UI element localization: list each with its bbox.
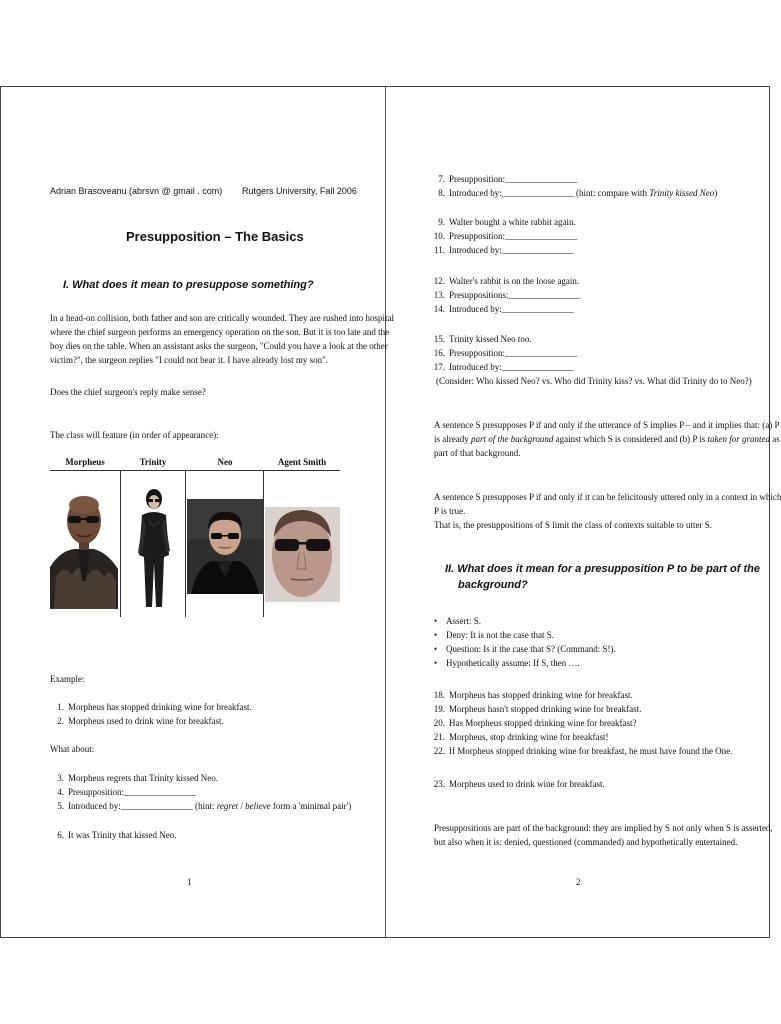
intro-line: victim?", the surgeon replies "I could not bear it. I have already lost my son". xyxy=(50,355,329,365)
item-text: Presupposition:________________ xyxy=(68,787,197,797)
character-name: Trinity xyxy=(139,457,167,467)
bullet-item xyxy=(434,614,616,628)
item-number: 10. xyxy=(433,231,445,241)
item-text: Presupposition:________________ xyxy=(449,348,578,358)
item-number: 8. xyxy=(438,188,445,198)
list-item xyxy=(431,288,581,302)
example-label: Example: xyxy=(50,674,85,684)
list-item xyxy=(431,302,581,316)
what-about-label: What about: xyxy=(50,744,95,754)
item-text: Morpheus used to drink wine for breakfast. xyxy=(449,779,605,789)
conclusion-line: Presuppositions are part of the background: they are implied by S not only when S is asserted, xyxy=(434,823,773,833)
list-item xyxy=(431,702,732,716)
item-number: 22. xyxy=(433,746,445,756)
item-number: 16. xyxy=(433,348,445,358)
item-text: Introduced by:________________ (hint: xyxy=(68,801,217,811)
item-text: Presupposition:________________ xyxy=(449,174,578,184)
def-text-italic: taken for granted xyxy=(707,434,771,444)
list-item xyxy=(50,700,252,714)
list-item xyxy=(431,777,605,791)
item-number: 5. xyxy=(57,801,64,811)
agent-smith-photo xyxy=(265,507,340,602)
list-rabbit xyxy=(431,274,581,316)
list-item xyxy=(431,360,577,374)
character-name: Neo xyxy=(217,457,233,467)
list-item xyxy=(50,771,351,785)
item-number: 7. xyxy=(438,174,445,184)
conclusion-paragraph xyxy=(434,821,773,849)
definition-1 xyxy=(434,418,780,460)
item-text: Walter bought a white rabbit again. xyxy=(449,217,576,227)
list-item xyxy=(431,744,732,758)
item-text-italic: regret xyxy=(216,801,239,811)
intro-line: boy dies on the table. When an assistant asks the surgeon, "Could you have a look at the other xyxy=(50,341,388,351)
bullet-list xyxy=(434,614,616,670)
item-number: 18. xyxy=(433,690,445,700)
morpheus-photo xyxy=(50,485,118,609)
item-number: 12. xyxy=(433,276,445,286)
example-list-c xyxy=(50,828,177,842)
item-number: 15. xyxy=(433,334,445,344)
item-text: Introduced by:________________ xyxy=(449,245,574,255)
item-text-italic: Trinity kissed Neo xyxy=(649,188,715,198)
list-item xyxy=(50,799,351,813)
intro-line: In a head-on collision, both father and son are critically wounded. They are rushed into hospital xyxy=(50,313,394,323)
list-item xyxy=(431,172,717,186)
definition-line: part of that background. xyxy=(434,448,521,458)
def-text-italic: part of the background xyxy=(470,434,554,444)
item-number: 2. xyxy=(57,716,64,726)
item-text: Morpheus regrets that Trinity kissed Neo. xyxy=(68,773,218,783)
definition-2 xyxy=(434,490,781,532)
item-number: 11. xyxy=(434,245,445,255)
list-item xyxy=(431,716,732,730)
item-text: If Morpheus stopped drinking wine for breakfast, he must have found the One. xyxy=(449,746,733,756)
item-text: Introduced by:________________ xyxy=(449,362,574,372)
item-text: Has Morpheus stopped drinking wine for breakfast? xyxy=(449,718,637,728)
neo-photo xyxy=(187,499,263,594)
item-text: Walter's rabbit is on the loose again. xyxy=(449,276,580,286)
item-text: Morpheus used to drink wine for breakfast. xyxy=(68,716,224,726)
list-item xyxy=(50,785,351,799)
item-text: Presuppositions:________________ xyxy=(449,290,581,300)
item-number: 14. xyxy=(433,304,445,314)
list-item xyxy=(431,274,581,288)
def-text: against which S is considered and (b) P is xyxy=(553,434,708,444)
page-number: 2 xyxy=(576,877,581,887)
list-item xyxy=(50,714,252,728)
list-item xyxy=(431,730,732,744)
bullet-icon: • xyxy=(434,630,438,640)
definition-line: A sentence S presupposes P if and only if the utterance of S implies P – and it implies that: (a) P xyxy=(434,420,780,430)
author-line: Adrian Brasoveanu (abrsvn @ gmail . com) xyxy=(50,186,223,196)
bullet-item xyxy=(434,628,616,642)
list-item xyxy=(431,215,577,229)
table-column-line xyxy=(263,470,264,617)
trinity-photo xyxy=(134,485,174,609)
character-name: Agent Smith xyxy=(277,457,327,467)
list-item xyxy=(431,186,717,200)
item-number: 20. xyxy=(433,718,445,728)
item-text: It was Trinity that kissed Neo. xyxy=(68,830,177,840)
item-text: ) xyxy=(714,188,718,198)
item-number: 9. xyxy=(438,217,445,227)
intro-paragraph xyxy=(50,311,394,367)
section-1-heading: I. What does it mean to presuppose something? xyxy=(63,279,314,291)
item-number: 21. xyxy=(433,732,445,742)
consider-note: (Consider: Who kissed Neo? vs. Who did Trinity kiss? vs. What did Trinity do to Neo?) xyxy=(436,376,752,386)
document-spread xyxy=(0,86,781,938)
list-items-7-8 xyxy=(431,172,717,200)
item-text: Presupposition:________________ xyxy=(449,231,578,241)
example-list-b xyxy=(50,771,351,813)
character-name: Morpheus xyxy=(65,457,105,467)
item-text: Trinity kissed Neo too. xyxy=(449,334,532,344)
page-number: 1 xyxy=(187,877,192,887)
definition-line: That is, the presuppositions of S limit the class of contexts suitable to utter S. xyxy=(434,520,712,530)
question-line: Does the chief surgeon's reply make sense? xyxy=(50,387,206,397)
bullet-text: Assert: S. xyxy=(446,616,482,626)
item-number: 3. xyxy=(57,773,64,783)
list-item xyxy=(431,243,577,257)
bullet-icon: • xyxy=(434,644,438,654)
bullet-text: Deny: It is not the case that S. xyxy=(446,630,554,640)
def-text: as xyxy=(770,434,780,444)
def-text: is already xyxy=(434,434,471,444)
section-2-heading-cont: background? xyxy=(458,579,528,591)
list-item xyxy=(431,688,732,702)
bullet-item xyxy=(434,656,616,670)
item-number: 6. xyxy=(57,830,64,840)
item-text: Morpheus has stopped drinking wine for breakfast. xyxy=(449,690,633,700)
bullet-text: Question: Is it the case that S? (Command: S!). xyxy=(446,644,616,654)
class-intro: The class will feature (in order of appearance): xyxy=(50,430,219,440)
list-walter xyxy=(431,215,577,257)
list-item xyxy=(50,828,177,842)
bullet-text: Hypothetically assume: If S, then …. xyxy=(446,658,580,668)
item-number: 13. xyxy=(433,290,445,300)
bullet-icon: • xyxy=(434,658,438,668)
morpheus-list xyxy=(431,688,732,758)
table-rule xyxy=(50,470,340,471)
bullet-item xyxy=(434,642,616,656)
item-text: Morpheus hasn't stopped drinking wine for breakfast. xyxy=(449,704,642,714)
item-number: 23. xyxy=(433,779,445,789)
item-text: Morpheus has stopped drinking wine for breakfast. xyxy=(68,702,252,712)
item-text: Morpheus, stop drinking wine for breakfast! xyxy=(449,732,609,742)
item-text: / xyxy=(238,801,246,811)
list-item xyxy=(431,229,577,243)
page-1 xyxy=(1,87,394,937)
item-number: 1. xyxy=(57,702,64,712)
list-item xyxy=(431,346,577,360)
section-2-heading: II. What does it mean for a presupposition P to be part of the xyxy=(445,563,760,575)
item-number: 17. xyxy=(433,362,445,372)
intro-line: where the chief surgeon performs an emergency operation on the son. But it is too late and the xyxy=(50,327,390,337)
conclusion-line: but also when it is: denied, questioned (commanded) and hypothetically entertained. xyxy=(434,837,738,847)
item-text: form a 'minimal pair') xyxy=(270,801,352,811)
item-number: 19. xyxy=(433,704,445,714)
page-title: Presupposition – The Basics xyxy=(126,229,304,244)
list-kiss xyxy=(431,332,577,374)
definition-line: A sentence S presupposes P if and only if it can be felicitously uttered only in a context in which xyxy=(434,492,781,502)
table-column-line xyxy=(120,470,121,617)
example-list-a xyxy=(50,700,252,728)
list-item-23 xyxy=(431,777,605,791)
item-text-italic: believe xyxy=(245,801,271,811)
page-2 xyxy=(386,87,781,937)
definition-line: P is true. xyxy=(434,506,466,516)
bullet-icon: • xyxy=(434,616,438,626)
item-number: 4. xyxy=(57,787,64,797)
item-text: Introduced by:________________ (hint: compare with xyxy=(449,188,650,198)
item-text: Introduced by:________________ xyxy=(449,304,574,314)
definition-line xyxy=(434,432,780,446)
list-item xyxy=(431,332,577,346)
affiliation-line: Rutgers University, Fall 2006 xyxy=(242,186,357,196)
table-column-line xyxy=(185,470,186,617)
